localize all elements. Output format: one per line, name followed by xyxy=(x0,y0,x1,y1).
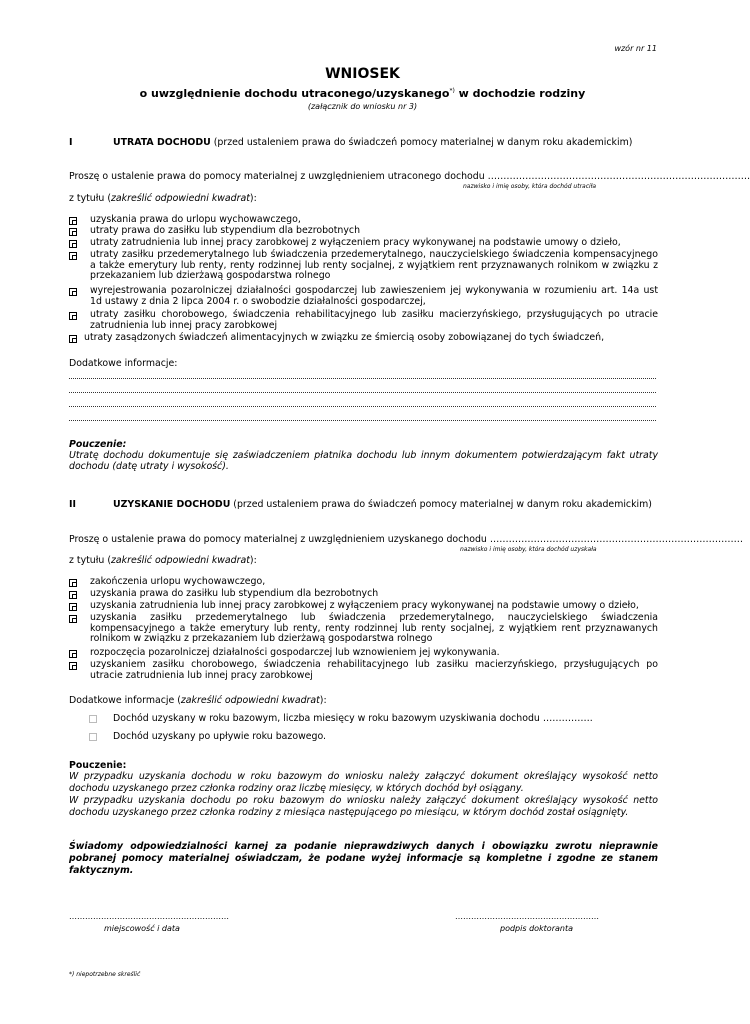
s1-option-7: utraty zasądzonych świadczeń alimentacyjnych w związku ze śmiercią osoby zobowiązanej do tych świadczeń, xyxy=(84,332,605,343)
section2-number: II xyxy=(69,499,76,510)
section1-title-line: z tytułu (zakreślić odpowiedni kwadrat): xyxy=(69,193,257,204)
section2-title-line: z tytułu (zakreślić odpowiedni kwadrat): xyxy=(69,555,257,566)
section2-heading: UZYSKANIE DOCHODU (przed ustaleniem prawa do świadczeń pomocy materialnej w danym roku akademickim) xyxy=(113,499,652,510)
signature-dots[interactable]: ……………………………………………… xyxy=(455,912,599,921)
s2-option-3: uzyskania zatrudnienia lub innej pracy zarobkowej z wyłączeniem pracy wykonywanej na podstawie umowy o dzieło, xyxy=(90,600,639,611)
checkbox-s2-opt6[interactable] xyxy=(69,662,77,670)
form-title: WNIOSEK xyxy=(325,66,400,82)
checkbox-s2-extra1[interactable] xyxy=(89,715,97,723)
s2-option-6: uzyskaniem zasiłku chorobowego, świadczenia rehabilitacyjnego lub zasiłku macierzyńskiego, przysługujących po utracie zatrudnienia lub innej pracy zarobkowej xyxy=(90,659,658,681)
checkbox-s1-opt3[interactable] xyxy=(69,240,77,248)
s2-option-2: uzyskania prawa do zasiłku lub stypendium dla bezrobotnych xyxy=(90,588,379,599)
section2-pouczenie-text-1: W przypadku uzyskania dochodu w roku bazowym do wniosku należy załączyć dokument określający wysokość netto dochodu uzyskanego przez członka rodziny oraz liczbę miesięcy, w których dochód był osiągany. xyxy=(69,771,658,794)
checkbox-s1-opt7[interactable] xyxy=(69,335,77,343)
section2-name-hint: nazwisko i imię osoby, która dochód uzyskała xyxy=(460,546,597,553)
s1-option-1: uzyskania prawa do urlopu wychowawczego, xyxy=(90,214,301,225)
section1-number: I xyxy=(69,137,73,148)
checkbox-s1-opt4[interactable] xyxy=(69,252,77,260)
section2-pouczenie-text-2: W przypadku uzyskania dochodu po roku bazowym do wniosku należy załączyć dokument określający wysokość netto dochodu uzyskanego przez członka rodziny z miesiąca następującego po miesiącu, w którym dochód został osiągnięty. xyxy=(69,795,658,818)
place-date-label: miejscowość i data xyxy=(104,924,180,933)
checkbox-s2-extra2[interactable] xyxy=(89,733,97,741)
s2-option-1: zakończenia urlopu wychowawczego, xyxy=(90,576,266,587)
form-subtitle: o uwzględnienie dochodu utraconego/uzyskanego*) w dochodzie rodziny xyxy=(139,87,586,100)
declaration: Świadomy odpowiedzialności karnej za podanie nieprawdziwych danych i obowiązku zwrotu nieprawnie pobranej pomocy materialnej oświadczam, że podane wyżej informacje są kompletne i zgodne ze stanem faktycznym. xyxy=(69,841,658,876)
s1-info-line-1[interactable] xyxy=(69,378,656,379)
s1-option-6: utraty zasiłku chorobowego, świadczenia rehabilitacyjnego lub zasiłku macierzyńskiego, przysługujących po utracie zatrudnienia lub innej pracy zarobkowej xyxy=(90,309,658,331)
s2-option-5: rozpoczęcia pozarolniczej działalności gospodarczej lub wznowieniem jej wykonywania. xyxy=(90,647,500,658)
section1-additional-label: Dodatkowe informacje: xyxy=(69,358,178,369)
s2-option-4: uzyskania zasiłku przedemerytalnego lub świadczenia przedemerytalnego, nauczycielskiego świadczenia kompensacyjnego a także emerytury lub renty, renty rodzinnej lub renty socjalnej, z wyjątkiem rent przyznawanych rolnikom w związku z przekazaniem lub dzierżawą gospodarstwa rolnego xyxy=(90,612,658,645)
form-note: (załącznik do wniosku nr 3) xyxy=(307,102,418,111)
place-date-dots[interactable]: …………………………………………………… xyxy=(69,912,229,921)
checkbox-s2-opt4[interactable] xyxy=(69,615,77,623)
checkbox-s2-opt5[interactable] xyxy=(69,650,77,658)
section2-additional-label: Dodatkowe informacje (zakreślić odpowiedni kwadrat): xyxy=(69,695,327,706)
footnote: *) niepotrzebne skreślić xyxy=(69,971,141,978)
s1-info-line-2[interactable] xyxy=(69,392,656,393)
section2-pouczenie-label: Pouczenie: xyxy=(69,760,127,771)
s1-option-4: utraty zasiłku przedemerytalnego lub świadczenia przedemerytalnego, nauczycielskiego świadczenia kompensacyjnego a także emerytury lub renty, renty rodzinnej lub renty socjalnej, z wyjątkiem rent przyznawanych rolnikom w związku z przekazaniem lub dzierżawą gospodarstwa rolnego xyxy=(90,249,658,282)
s1-info-line-4[interactable] xyxy=(69,420,656,421)
section2-request: Proszę o ustalenie prawa do pomocy materialnej z uwzględnieniem uzyskanego dochodu ……………………………………………………………………… xyxy=(69,534,743,545)
s1-option-3: utraty zatrudnienia lub innej pracy zarobkowej z wyłączeniem pracy wykonywanej na podstawie umowy o dzieło, xyxy=(90,237,621,248)
s1-info-line-3[interactable] xyxy=(69,406,656,407)
s1-option-5: wyrejestrowania pozarolniczej działalności gospodarczej lub zawieszeniem jej wykonywania w rozumieniu art. 14a ust 1d ustawy z dnia 2 lipca 2004 r. o swobodzie działalności gospodarczej, xyxy=(90,285,658,307)
form-number: wzór nr 11 xyxy=(614,44,657,53)
s1-option-2: utraty prawa do zasiłku lub stypendium dla bezrobotnych xyxy=(90,225,361,236)
checkbox-s2-opt2[interactable] xyxy=(69,591,77,599)
s2-extra-option-2: Dochód uzyskany po upływie roku bazowego. xyxy=(113,731,327,742)
section1-pouczenie-label: Pouczenie: xyxy=(69,439,127,450)
checkbox-s2-opt3[interactable] xyxy=(69,603,77,611)
section1-request: Proszę o ustalenie prawa do pomocy materialnej z uwzględnieniem utraconego dochodu ………………………………………………………………………… xyxy=(69,171,750,182)
section1-heading: UTRATA DOCHODU (przed ustaleniem prawa do świadczeń pomocy materialnej w danym roku akademickim) xyxy=(113,137,633,148)
checkbox-s1-opt6[interactable] xyxy=(69,312,77,320)
checkbox-s1-opt2[interactable] xyxy=(69,228,77,236)
checkbox-s1-opt1[interactable] xyxy=(69,217,77,225)
checkbox-s1-opt5[interactable] xyxy=(69,288,77,296)
checkbox-s2-opt1[interactable] xyxy=(69,579,77,587)
section1-pouczenie-text: Utratę dochodu dokumentuje się zaświadczeniem płatnika dochodu lub innym dokumentem potwierdzającym fakt utraty dochodu (datę utraty i wysokość). xyxy=(69,450,658,472)
section1-name-hint: nazwisko i imię osoby, która dochód utraciła xyxy=(463,183,597,190)
signature-label: podpis doktoranta xyxy=(500,924,573,933)
s2-extra-option-1: Dochód uzyskany w roku bazowym, liczba miesięcy w roku bazowym uzyskiwania dochodu ……………. xyxy=(113,713,593,724)
